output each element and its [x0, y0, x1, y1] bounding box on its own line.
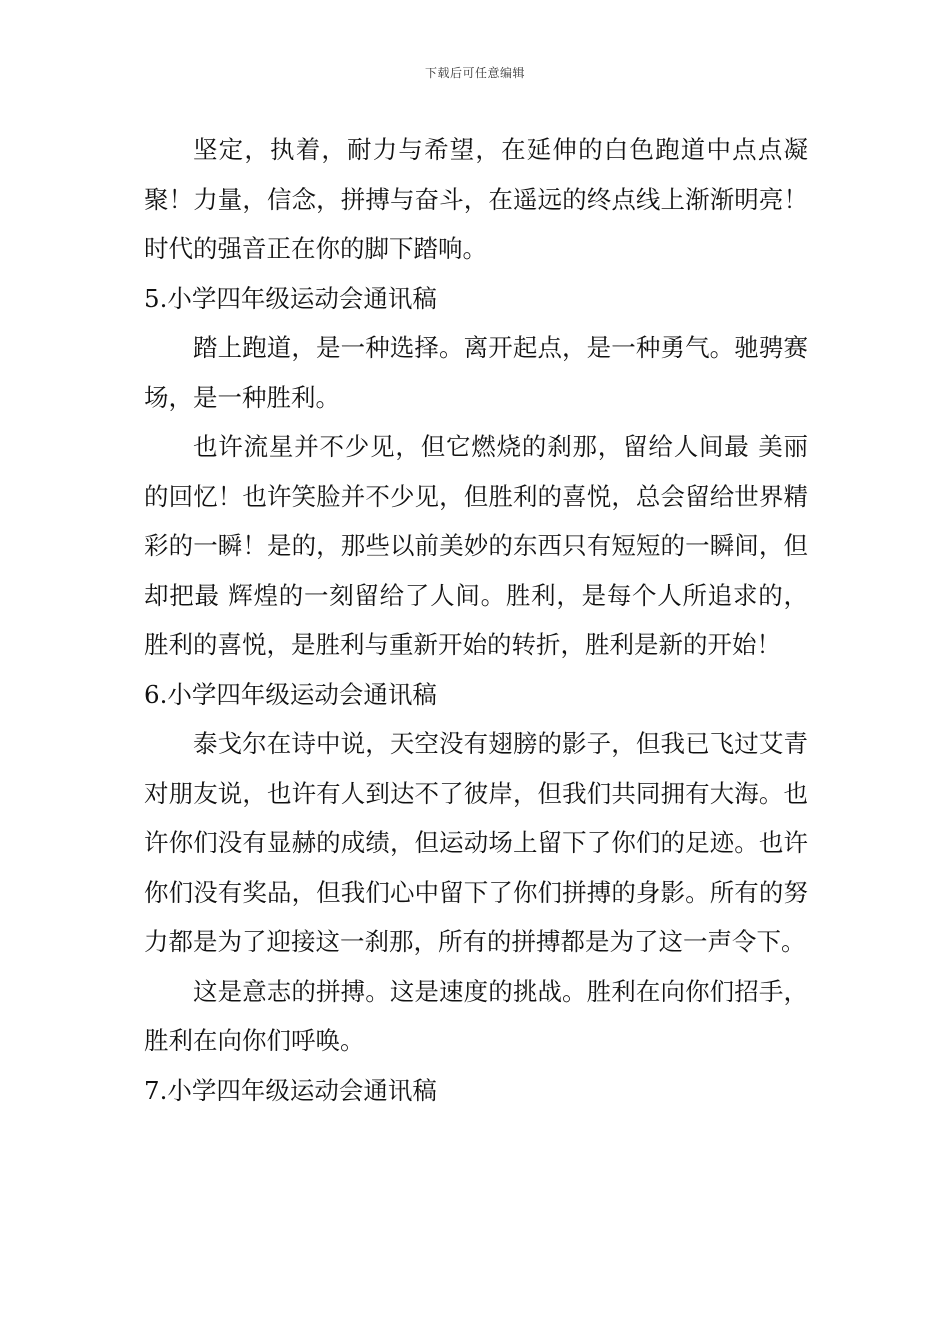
page-header: 下载后可任意编辑 [424, 66, 525, 80]
section-heading-5: 5.小学四年级运动会通讯稿 [144, 283, 437, 313]
paragraph-2: 踏上跑道，是一种选择。离开起点，是一种勇气。驰骋赛场，是一种胜利。 [144, 333, 808, 412]
paragraph-5: 这是意志的拼搏。这是速度的挑战。胜利在向你们招手，胜利在向你们呼唤。 [144, 976, 808, 1055]
paragraph-3: 也许流星并不少见，但它燃烧的刹那，留给人间最 美丽的回忆！也许笑脸并不少见，但胜利的喜悦，总会留给世界精彩的一瞬！是的，那些以前美妙的东西只有短短的一瞬间，但却把最 辉煌的一刻留给了人间。胜利，是每个人所追求的，胜利的喜悦，是胜利与重新开始的转折，胜利是新的开始！ [144, 432, 808, 659]
section-heading-6: 6.小学四年级运动会通讯稿 [144, 679, 437, 709]
paragraph-1: 坚定，执着，耐力与希望，在延伸的白色跑道中点点凝聚！力量，信念，拼搏与奋斗，在遥远的终点线上渐渐明亮！时代的强音正在你的脚下踏响。 [144, 135, 808, 263]
document-body [144, 125, 808, 1115]
paragraph-4: 泰戈尔在诗中说，天空没有翅膀的影子，但我已飞过艾青对朋友说，也许有人到达不了彼岸，但我们共同拥有大海。也许你们没有显赫的成绩，但运动场上留下了你们的足迹。也许你们没有奖品，但我们心中留下了你们拼搏的身影。所有的努力都是为了迎接这一刹那，所有的拼搏都是为了这一声令下。 [144, 729, 808, 956]
section-heading-7: 7.小学四年级运动会通讯稿 [144, 1075, 437, 1105]
